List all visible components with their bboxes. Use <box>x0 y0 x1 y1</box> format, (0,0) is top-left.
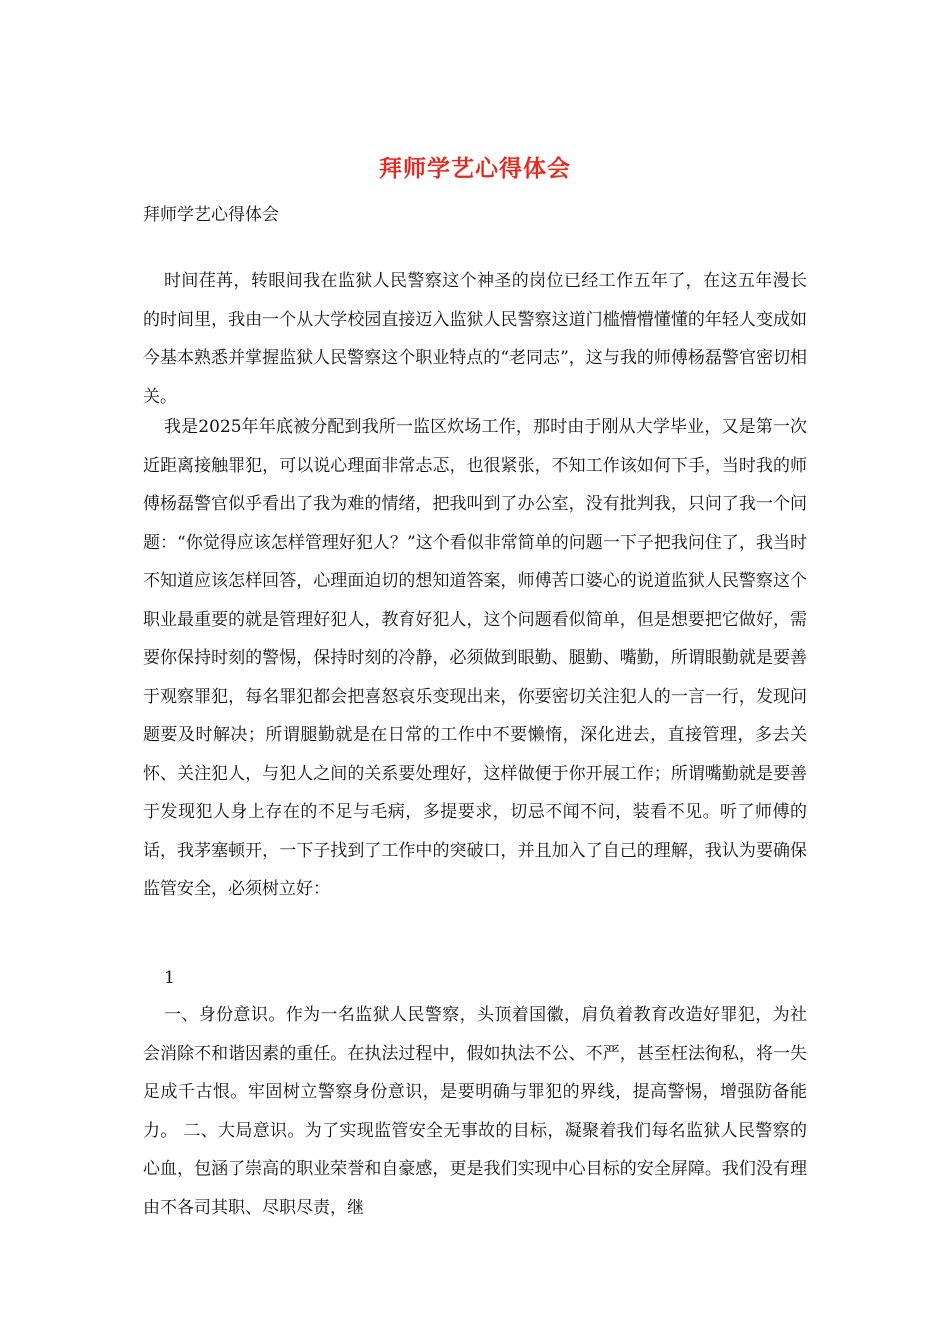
paragraph-block-3 <box>143 996 807 1227</box>
document-subtitle: 拜师学艺心得体会 <box>143 205 279 225</box>
paragraph-block-2 <box>143 408 807 909</box>
page-number: 1 <box>164 968 175 988</box>
document-title: 拜师学艺心得体会 <box>379 155 571 182</box>
paragraph: 时间荏苒，转眼间我在监狱人民警察这个神圣的岗位已经工作五年了，在这五年漫长的时间里，我由一个从大学校园直接迈入监狱人民警察这道门槛懵懵懂懂的年轻人变成如今基本熟悉并掌握监狱人民警察这个职业特点的“老同志”，这与我的师傅杨磊警官密切相关。 <box>143 271 807 407</box>
paragraph: 一、身份意识。作为一名监狱人民警察，头顶着国徽，肩负着教育改造好罪犯，为社会消除不和谐因素的重任。在执法过程中，假如执法不公、不严，甚至枉法徇私，将一失足成千古恨。牢固树立警察身份意识，是要明确与罪犯的界线，提高警惕，增强防备能力。 二、大局意识。为了实现监管安全无事故的目标，凝聚着我们每名监狱人民警察的心血，包涵了崇高的职业荣誉和自豪感，更是我们实现中心目标的安全屏障。我们没有理由不各司其职、尽职尽责，继 <box>143 1005 807 1218</box>
paragraph: 我是2025年年底被分配到我所一监区炊场工作，那时由于刚从大学毕业，又是第一次近距离接触罪犯，可以说心理面非常忐忑，也很紧张，不知工作该如何下手，当时我的师傅杨磊警官似乎看出了我为难的情绪，把我叫到了办公室，没有批判我，只问了我一个问题：“你觉得应该怎样管理好犯人？”这个看似非常简单的问题一下子把我问住了，我当时不知道应该怎样回答，心理面迫切的想知道答案，师傅苦口婆心的说道监狱人民警察这个职业最重要的就是管理好犯人，教育好犯人，这个问题看似简单，但是想要把它做好，需要你保持时刻的警惕，保持时刻的冷静，必须做到眼勤、腿勤、嘴勤，所谓眼勤就是要善于观察罪犯，每名罪犯都会把喜怒哀乐变现出来，你要密切关注犯人的一言一行，发现问题要及时解决；所谓腿勤就是在日常的工作中不要懒惰，深化进去，直接管理，多去关怀、关注犯人，与犯人之间的关系要处理好，这样做便于你开展工作；所谓嘴勤就是要善于发现犯人身上存在的不足与毛病，多提要求，切忌不闻不问，装看不见。听了师傅的话，我茅塞顿开，一下子找到了工作中的突破口，并且加入了自己的理解，我认为要确保监管安全，必须树立好： <box>143 417 807 899</box>
paragraph-block-1 <box>143 262 807 416</box>
